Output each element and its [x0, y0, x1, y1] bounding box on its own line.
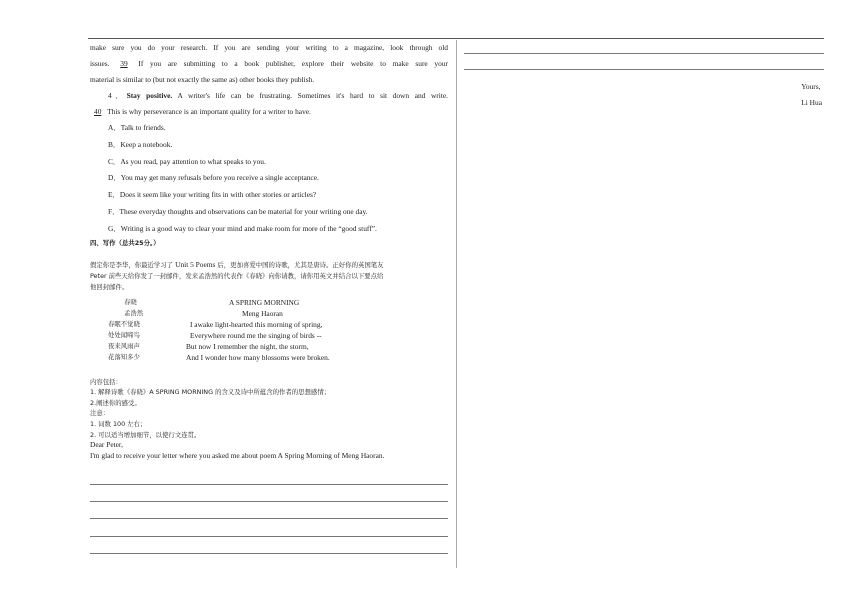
blank-40: 40 [94, 107, 102, 116]
answer-lines-right [464, 53, 824, 85]
signature [801, 79, 822, 110]
passage-line-3: material is similar to (but not exactly the same as) other books they publish. [90, 75, 315, 84]
answer-line [90, 536, 448, 537]
answer-line [90, 484, 448, 485]
top-rule [88, 38, 824, 39]
req-note-2: 2. 可以适当增加细节，以使行文连贯。 [90, 430, 201, 439]
answer-line [90, 501, 448, 502]
task-line-1-end: 后，更加喜爱中国的诗歌，尤其是唐诗。正好你的英国笔友 [215, 260, 384, 269]
paragraph-4-text: A writer's life can be frustrating. Sometimes it's hard to sit down and write. [172, 91, 449, 100]
option-c: C．As you read, pay attention to what speaks to you. [108, 156, 266, 166]
poem-en-line-4: And I wonder how many blossoms were broken. [186, 352, 330, 362]
writing-task [90, 259, 448, 293]
letter-opening: I'm glad to receive your letter where you asked me about poem A Spring Morning of Meng Haoran. [90, 450, 385, 460]
paragraph-4-tail [90, 104, 448, 120]
left-column [90, 40, 448, 461]
req-item-2: 2.阐述你的感受。 [90, 398, 141, 407]
option-d: D．You may get many refusals before you receive a single acceptance. [108, 173, 319, 183]
task-line-2: Peter 前些天给你发了一封邮件，发来孟浩然的代表作《春晓》向你请教，请你用英文并结合以下要点给 [90, 271, 384, 280]
task-line-1 [90, 259, 448, 271]
passage-line-2-end: If you are submitting to a book publisher, explore their website to make sure your [131, 59, 448, 68]
requirements [90, 377, 448, 462]
letter-greeting: Dear Peter, [90, 440, 123, 450]
poem-cn-title: 春晓 [124, 297, 137, 306]
paragraph-4 [90, 88, 448, 104]
poem-en-author: Meng Haoran [242, 308, 283, 318]
poem-block [90, 297, 448, 363]
req-heading: 内容包括： [90, 377, 122, 386]
poem-en-line-2: Everywhere round me the singing of birds -- [190, 330, 322, 340]
answer-line [90, 518, 448, 519]
option-e: E．Does it seem like your writing fits in with other stories or articles? [108, 190, 317, 200]
task-line-1-start: 假定你是李华，你最近学习了 [90, 260, 176, 269]
answer-line [90, 553, 448, 554]
column-divider [456, 40, 457, 568]
poem-en-title: A SPRING MORNING [229, 297, 300, 307]
option-b: B．Keep a notebook. [108, 139, 173, 149]
req-note: 注意： [90, 409, 110, 418]
task-unit: Unit 5 Poems [175, 259, 216, 269]
answer-line [464, 53, 824, 54]
paragraph-4-tail-text: This is why perseverance is an important quality for a writer to have. [105, 107, 311, 116]
req-item-1: 1. 解释诗歌《春晓》A SPRING MORNING 的含义及诗中所蕴含的作者的思想感情； [90, 388, 331, 397]
poem-cn-line-2: 处处闻啼鸟 [108, 330, 140, 339]
option-f: F．These everyday thoughts and observations can be material for your writing one day. [108, 206, 368, 216]
passage-line-2-start: issues. [90, 59, 110, 68]
poem-cn-line-3: 夜来风雨声 [108, 341, 140, 350]
section-title: 四、写作（总共25分。） [90, 238, 160, 247]
blank-39: 39 [120, 59, 128, 68]
poem-cn-line-4: 花落知多少 [108, 352, 140, 361]
task-line-3: 他回封邮件。 [90, 282, 129, 291]
paragraph-4-number: 4． [108, 91, 127, 100]
option-g: G．Writing is a good way to clear your mind and make room for more of the “good stuff”. [108, 223, 377, 233]
poem-cn-author: 孟浩然 [124, 308, 144, 317]
option-a: A．Talk to friends. [108, 123, 166, 132]
signature-name: Li Hua [801, 97, 822, 107]
req-note-1: 1. 词数 100 左右； [90, 419, 147, 428]
answer-lines-left [90, 484, 448, 570]
signature-closing: Yours, [801, 82, 821, 91]
passage-line-2 [90, 56, 448, 72]
poem-en-line-1: I awake light-hearted this morning of spring, [190, 319, 323, 329]
answer-line [464, 69, 824, 70]
poem-cn-line-1: 春眠不觉晓 [108, 319, 140, 328]
passage-line-1: make sure you do your research. If you are sending your writing to a magazine, look through old [90, 43, 448, 52]
poem-en-line-3: But now I remember the night, the storm, [186, 341, 309, 351]
paragraph-4-heading: Stay positive. [126, 91, 173, 100]
